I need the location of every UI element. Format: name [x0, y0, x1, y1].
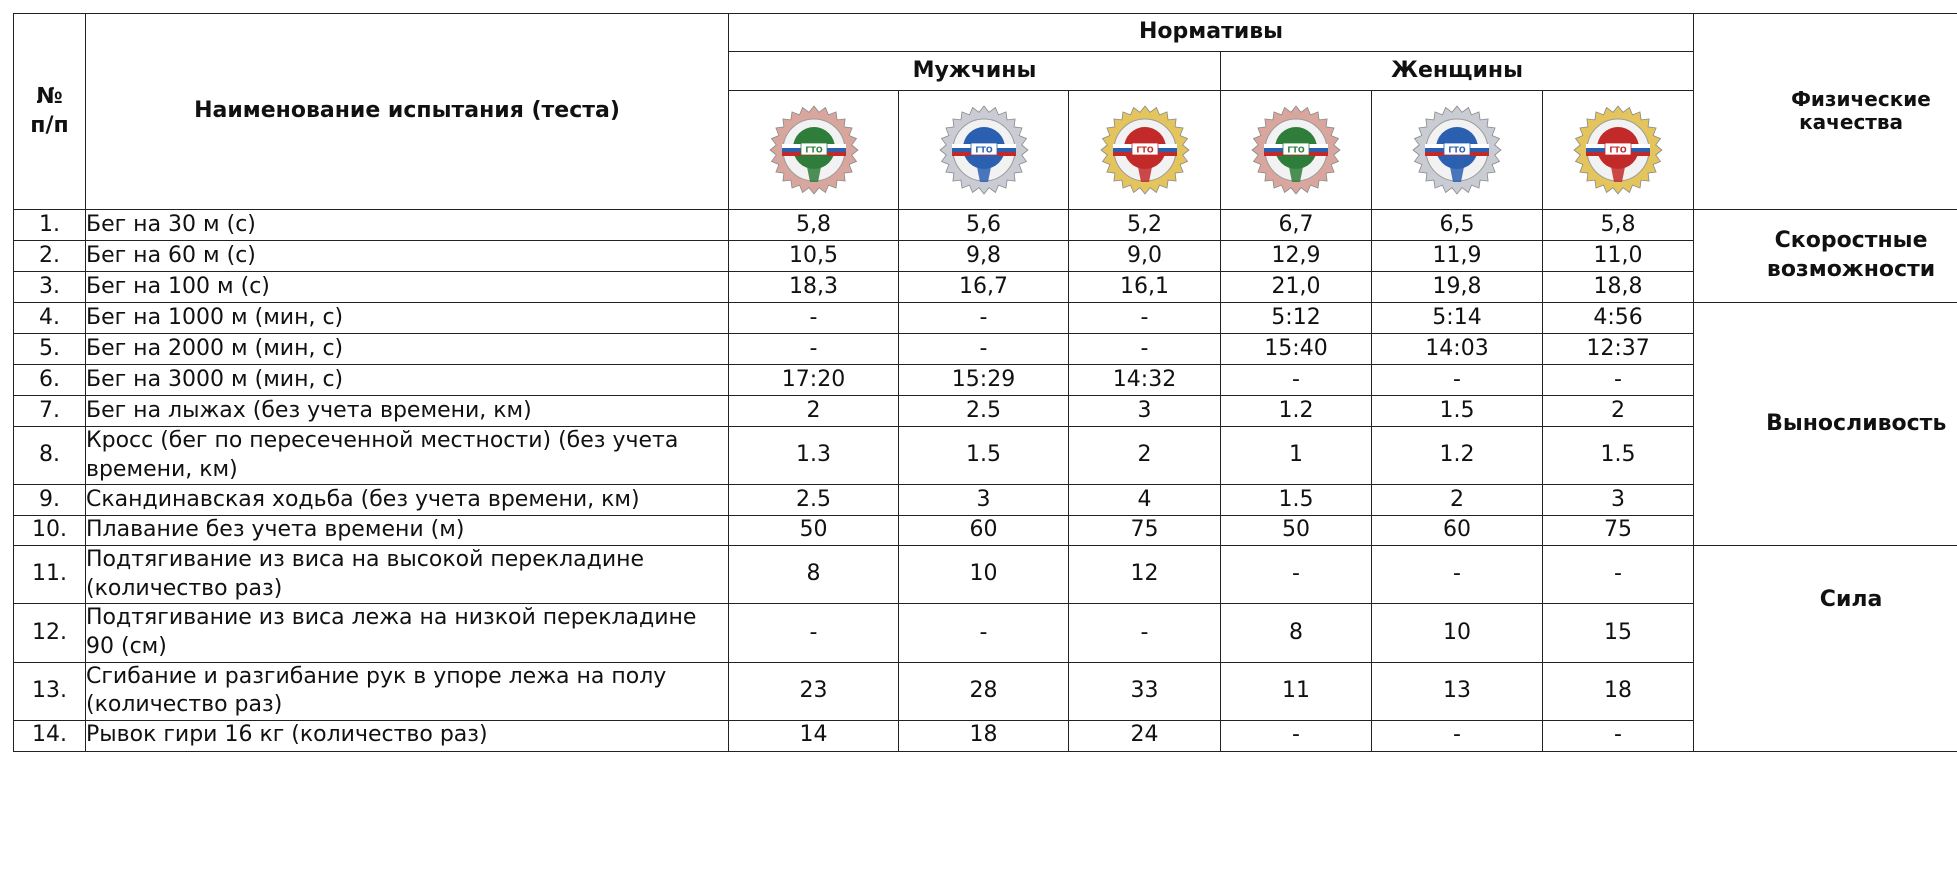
row-number: 9.	[14, 485, 86, 516]
norm-value: 60	[899, 516, 1069, 546]
norm-value: 5,8	[729, 210, 899, 241]
header-qualities-label: Физические качества	[1791, 87, 1931, 134]
norm-value: 16,1	[1069, 272, 1221, 303]
table-row	[14, 427, 1957, 485]
badge-cell-silver	[899, 91, 1069, 210]
row-number: 7.	[14, 396, 86, 427]
svg-text:ГТО: ГТО	[974, 145, 993, 155]
physical-quality-label: Скоростные возможности	[1766, 228, 1936, 282]
norm-value: 10	[1372, 604, 1543, 662]
table-row	[14, 720, 1957, 751]
norm-value: -	[1069, 334, 1221, 365]
header-norms-label: Нормативы	[1138, 19, 1284, 45]
gto-silver-badge-icon	[1372, 104, 1542, 196]
table-row	[14, 396, 1957, 427]
table-row	[14, 210, 1957, 241]
norm-value: 5:14	[1372, 303, 1543, 334]
norm-value: 9,0	[1069, 241, 1221, 272]
norm-value: 5,2	[1069, 210, 1221, 241]
test-name: Рывок гири 16 кг (количество раз)	[86, 720, 729, 751]
norm-value: 18,8	[1543, 272, 1694, 303]
norm-value: 15	[1543, 604, 1694, 662]
norm-value: -	[1221, 546, 1372, 604]
header-num	[14, 14, 86, 210]
header-men-label: Мужчины	[912, 57, 1037, 83]
test-name: Кросс (бег по пересеченной местности) (без учета времени, км)	[86, 427, 729, 485]
norm-value: 14:03	[1372, 334, 1543, 365]
norm-value: -	[729, 334, 899, 365]
norm-value: 13	[1372, 662, 1543, 720]
table-row	[14, 334, 1957, 365]
norm-value: 1	[1221, 427, 1372, 485]
norm-value: 12	[1069, 546, 1221, 604]
norm-value: -	[899, 604, 1069, 662]
header-women	[1221, 52, 1694, 91]
norm-value: 11,9	[1372, 241, 1543, 272]
norm-value: -	[1372, 546, 1543, 604]
norm-value: 23	[729, 662, 899, 720]
norm-value: 28	[899, 662, 1069, 720]
norm-value: 1.2	[1221, 396, 1372, 427]
norm-value: 18	[899, 720, 1069, 751]
norm-value: -	[899, 334, 1069, 365]
svg-text:ГТО: ГТО	[1135, 145, 1154, 155]
norm-value: -	[1069, 303, 1221, 334]
gto-gold-badge-icon	[1069, 104, 1220, 196]
norm-value: 3	[1543, 485, 1694, 516]
norm-value: 5,6	[899, 210, 1069, 241]
norm-value: -	[1372, 365, 1543, 396]
norm-value: 4:56	[1543, 303, 1694, 334]
table-row	[14, 365, 1957, 396]
row-number: 11.	[14, 546, 86, 604]
row-number: 1.	[14, 210, 86, 241]
norm-value: -	[899, 303, 1069, 334]
header-test-name	[86, 14, 729, 210]
table-row	[14, 546, 1957, 604]
norm-value: 5:12	[1221, 303, 1372, 334]
test-name: Подтягивание из виса на высокой перекладине (количество раз)	[86, 546, 729, 604]
header-num-label: № п/п	[30, 83, 69, 138]
svg-text:ГТО: ГТО	[804, 145, 823, 155]
norm-value: 14:32	[1069, 365, 1221, 396]
norm-value: 14	[729, 720, 899, 751]
norm-value: 12:37	[1543, 334, 1694, 365]
gto-bronze-badge-icon	[1221, 104, 1371, 196]
norm-value: 17:20	[729, 365, 899, 396]
norm-value: 6,7	[1221, 210, 1372, 241]
physical-quality	[1694, 546, 1957, 752]
norm-value: 15:29	[899, 365, 1069, 396]
svg-text:ГТО: ГТО	[1287, 145, 1305, 155]
norm-value: 11	[1221, 662, 1372, 720]
norm-value: -	[729, 303, 899, 334]
norm-value: 6,5	[1372, 210, 1543, 241]
test-name: Бег на 3000 м (мин, с)	[86, 365, 729, 396]
norm-value: -	[1543, 546, 1694, 604]
badge-cell-gold	[1069, 91, 1221, 210]
table-row	[14, 604, 1957, 662]
norm-value: 1.5	[1372, 396, 1543, 427]
norm-value: 11,0	[1543, 241, 1694, 272]
norm-value: -	[1372, 720, 1543, 751]
norm-value: 1.3	[729, 427, 899, 485]
badge-cell-bronze	[729, 91, 899, 210]
norm-value: 10,5	[729, 241, 899, 272]
test-name: Плавание без учета времени (м)	[86, 516, 729, 546]
header-qualities	[1694, 14, 1957, 210]
row-number: 12.	[14, 604, 86, 662]
norm-value: -	[729, 604, 899, 662]
test-name: Бег на 2000 м (мин, с)	[86, 334, 729, 365]
norm-value: 50	[1221, 516, 1372, 546]
norm-value: 15:40	[1221, 334, 1372, 365]
norm-value: -	[1069, 604, 1221, 662]
table-row	[14, 485, 1957, 516]
table-row	[14, 272, 1957, 303]
norm-value: 75	[1543, 516, 1694, 546]
norm-value: 2.5	[899, 396, 1069, 427]
norm-value: -	[1543, 720, 1694, 751]
norm-value: 10	[899, 546, 1069, 604]
norm-value: 24	[1069, 720, 1221, 751]
row-number: 6.	[14, 365, 86, 396]
test-name: Бег на 60 м (с)	[86, 241, 729, 272]
norm-value: 2	[1543, 396, 1694, 427]
test-name: Бег на 100 м (с)	[86, 272, 729, 303]
norms-table	[13, 13, 1957, 752]
norm-value: 3	[1069, 396, 1221, 427]
badge-cell-silver	[1372, 91, 1543, 210]
row-number: 13.	[14, 662, 86, 720]
norm-value: 3	[899, 485, 1069, 516]
norm-value: -	[1221, 365, 1372, 396]
norm-value: 9,8	[899, 241, 1069, 272]
norm-value: 8	[729, 546, 899, 604]
physical-quality-label: Выносливость	[1766, 410, 1947, 436]
norm-value: 19,8	[1372, 272, 1543, 303]
norm-value: -	[1221, 720, 1372, 751]
test-name: Бег на лыжах (без учета времени, км)	[86, 396, 729, 427]
row-number: 4.	[14, 303, 86, 334]
norm-value: 4	[1069, 485, 1221, 516]
norm-value: 33	[1069, 662, 1221, 720]
header-men	[729, 52, 1221, 91]
norm-value: 1.5	[899, 427, 1069, 485]
gto-gold-badge-icon	[1543, 104, 1693, 196]
norm-value: 18	[1543, 662, 1694, 720]
norm-value: 75	[1069, 516, 1221, 546]
norm-value: 50	[729, 516, 899, 546]
row-number: 14.	[14, 720, 86, 751]
norm-value: 21,0	[1221, 272, 1372, 303]
svg-text:ГТО: ГТО	[1609, 145, 1627, 155]
table-row	[14, 241, 1957, 272]
norm-value: -	[1543, 365, 1694, 396]
norm-value: 2	[729, 396, 899, 427]
norm-value: 1.5	[1543, 427, 1694, 485]
norm-value: 2	[1069, 427, 1221, 485]
svg-text:ГТО: ГТО	[1448, 145, 1466, 155]
norm-value: 2	[1372, 485, 1543, 516]
test-name: Подтягивание из виса лежа на низкой перекладине 90 (см)	[86, 604, 729, 662]
gto-silver-badge-icon	[899, 104, 1068, 196]
physical-quality	[1694, 210, 1957, 303]
badge-cell-gold	[1543, 91, 1694, 210]
norm-value: 5,8	[1543, 210, 1694, 241]
table-row	[14, 303, 1957, 334]
norm-value: 16,7	[899, 272, 1069, 303]
header-test-name-label: Наименование испытания (теста)	[194, 98, 620, 124]
norm-value: 18,3	[729, 272, 899, 303]
test-name: Скандинавская ходьба (без учета времени, км)	[86, 485, 729, 516]
norm-value: 60	[1372, 516, 1543, 546]
norm-value: 1.5	[1221, 485, 1372, 516]
table-row	[14, 662, 1957, 720]
row-number: 2.	[14, 241, 86, 272]
test-name: Бег на 30 м (с)	[86, 210, 729, 241]
row-number: 10.	[14, 516, 86, 546]
gto-bronze-badge-icon	[729, 104, 898, 196]
physical-quality	[1694, 303, 1957, 546]
norm-value: 1.2	[1372, 427, 1543, 485]
norm-value: 2.5	[729, 485, 899, 516]
header-women-label: Женщины	[1391, 57, 1523, 83]
test-name: Сгибание и разгибание рук в упоре лежа на полу (количество раз)	[86, 662, 729, 720]
header-norms	[729, 14, 1694, 52]
badge-cell-bronze	[1221, 91, 1372, 210]
physical-quality-label: Сила	[1819, 587, 1883, 613]
table-body	[14, 210, 1957, 752]
norm-value: 8	[1221, 604, 1372, 662]
test-name: Бег на 1000 м (мин, с)	[86, 303, 729, 334]
table-row	[14, 516, 1957, 546]
row-number: 3.	[14, 272, 86, 303]
row-number: 8.	[14, 427, 86, 485]
row-number: 5.	[14, 334, 86, 365]
norm-value: 12,9	[1221, 241, 1372, 272]
